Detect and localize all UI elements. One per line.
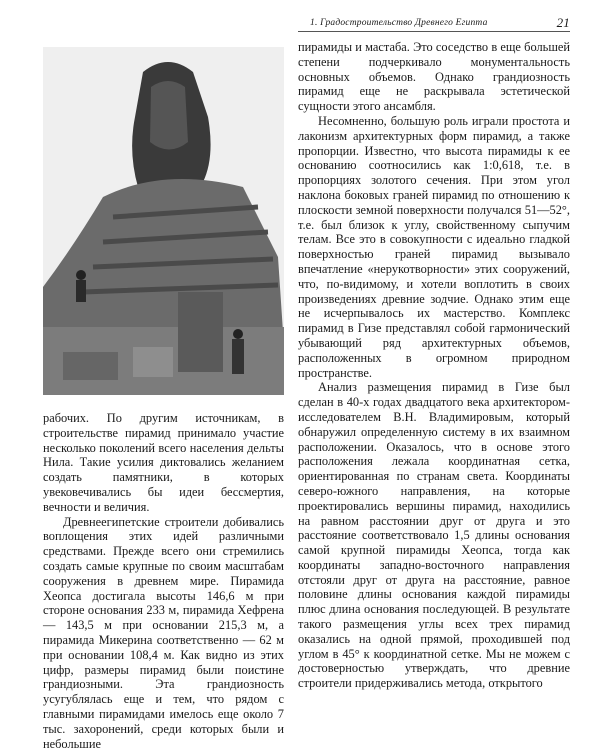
running-title: 1. Градостроительство Древнего Египта bbox=[310, 18, 488, 28]
paragraph: Несомненно, большую роль играли простота и лаконизм архитектурных форм пирамид, а также пропорции. Известно, что высота пирамиды к ее основанию соотносились как 1:0,618, т.е. в пропорциях золотого сечения. При этом угол наклона боковых граней пирамид по отношению к плоскости земной поверхности получался 51—52°, т.е. был близок к углу, свойственному сыпучим телам. Все это в совокупности с идеально гладкой поверхностью граней пирамид вызывало впечатление «нерукотворности» этих сооружений, что, по-видимому, и хотели воплотить в своих произведениях древние зодчие. Однако этим еще не исчерпывалось их мастерство. Комплекс пирамид в Гизе представлял собой гармонический убывающий ряд архитектурных объемов, расположенных в огромном природном пространстве. bbox=[298, 113, 570, 380]
left-text-column bbox=[43, 411, 284, 751]
right-text-column bbox=[298, 40, 570, 691]
page-number: 21 bbox=[556, 15, 570, 30]
sphinx-photo-illustration bbox=[43, 47, 284, 395]
running-header bbox=[298, 17, 570, 32]
paragraph: рабочих. По другим источникам, в строительстве пирамид принимало участие несколько поколений всего населения дельты Нила. Такие усилия диктовались желанием создать памятники, в которых увековечивались бы идеи бессмертия, вечности и величия. bbox=[43, 411, 284, 514]
paragraph: Древнеегипетские строители добивались воплощения этих идей различными средствами. Прежде всего они стремились создать самые крупные по своим масштабам сооружения в древнем мире. Пирамида Хеопса достигала высоты 146,6 м при стороне основания 233 м, пирамида Хефрена — 143,5 м при основании 215,3 м, а пирамида Микерина соответственно — 62 м при основании 108,4 м. Как видно из этих цифр, размеры пирамид были поистине грандиозными. Эта грандиозность усугублялась еще и тем, что рядом с главными пирамидами имелось еще около 7 тыс. захоронений, среди которых были и небольшие bbox=[43, 514, 284, 751]
sphinx-photograph bbox=[43, 47, 284, 395]
paragraph: пирамиды и мастаба. Это соседство в еще большей степени подчеркивало монументальность основных объемов. Однако грандиозность пирамид еще не раскрывала эстетической сущности этого ансамбля. bbox=[298, 40, 570, 114]
paragraph: Анализ размещения пирамид в Гизе был сделан в 40-х годах двадцатого века архитектором-исследователем В.Н. Владимировым, который обнаружил определенную систему в их взаимном расположении. Оказалось, что в основе этого расположения лежала координатная сетка, ориентированная по странам света. Координаты северо-южного направления, на которые проектировались вершины пирамид, находились на равном расстоянии друг от друга и это расстояние соответствовало 1,5 длины основания самой крупной пирамиды Хеопса, тогда как координаты западно-восточного направления отстояли друг от друга на расстояние, равное половине длины основания каждой пирамиды плюс длина основания последующей. В результате такого размещения углы всех трех пирамид оказались на одной прямой, проходившей под углом в 45° к координатной сетке. Мы не можем с достоверностью утверждать, что древние строители придерживались метода, открытого bbox=[298, 380, 570, 691]
